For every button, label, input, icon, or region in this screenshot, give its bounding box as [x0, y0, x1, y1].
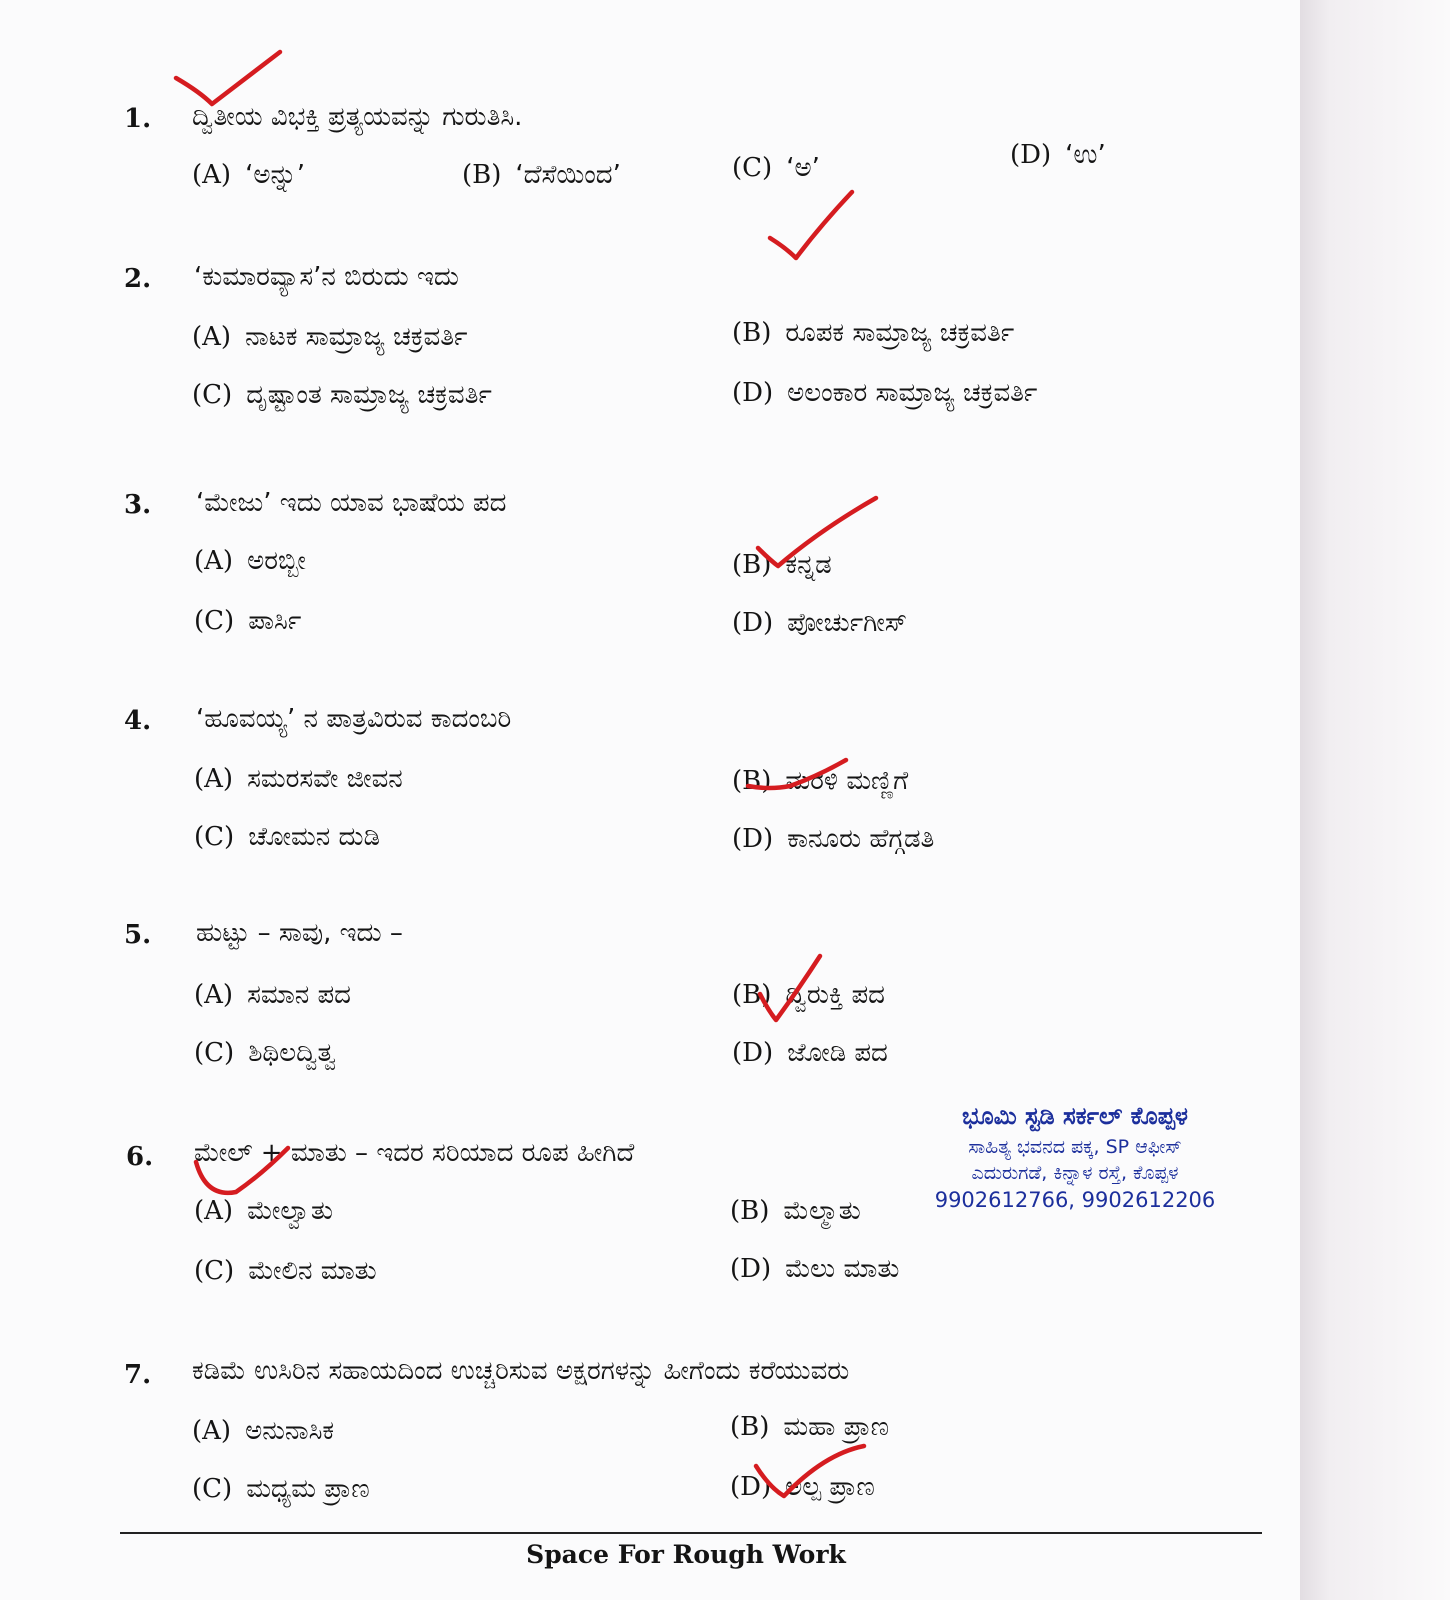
option-text: ದ್ವಿರುಕ್ತಿ ಪದ: [785, 980, 885, 1010]
option-label: (A): [192, 160, 232, 190]
option-text: ಮಹಾ ಪ್ರಾಣ: [783, 1412, 890, 1442]
question-4-option-c[interactable]: [194, 822, 380, 853]
question-3-option-c[interactable]: [194, 606, 301, 637]
question-7-text: ಕಡಿಮೆ ಉಸಿರಿನ ಸಹಾಯದಿಂದ ಉಚ್ಚರಿಸುವ ಅಕ್ಷರಗಳನ್ನು ಹೀಗೆಂದು ಕರೆಯುವರು: [192, 1356, 850, 1386]
option-text: ಮೆಲು ಮಾತು: [785, 1254, 900, 1284]
question-4-number: 4.: [124, 706, 152, 736]
question-5-number: 5.: [124, 920, 152, 950]
question-7-option-d[interactable]: [730, 1472, 875, 1503]
question-4-option-b[interactable]: [732, 766, 908, 797]
question-3-number: 3.: [124, 490, 152, 520]
question-5-option-d[interactable]: [732, 1038, 888, 1069]
option-label: (D): [1010, 140, 1052, 170]
option-label: (C): [194, 1256, 235, 1286]
option-label: (C): [194, 606, 235, 636]
question-2-number: 2.: [124, 264, 152, 294]
option-label: (D): [732, 608, 774, 638]
question-3-option-a[interactable]: [194, 546, 306, 577]
option-text: ಅಲ್ಪ ಪ್ರಾಣ: [785, 1472, 875, 1502]
option-label: (C): [732, 153, 773, 183]
institute-stamp: [905, 1102, 1245, 1212]
option-text: ಮಧ್ಯಮ ಪ್ರಾಣ: [246, 1474, 370, 1504]
stamp-phone-numbers: 9902612766, 9902612206: [934, 1188, 1216, 1212]
question-2-option-c[interactable]: [192, 380, 492, 411]
rough-work-label: Space For Rough Work: [526, 1540, 846, 1569]
option-text: ಅರಬ್ಬೀ: [247, 546, 306, 576]
question-6-option-b[interactable]: [730, 1196, 861, 1227]
question-2-option-b[interactable]: [732, 318, 1014, 349]
option-label: (B): [732, 550, 772, 580]
question-2-text: ‘ಕುಮಾರವ್ಯಾಸ’ನ ಬಿರುದು ಇದು: [194, 262, 459, 292]
stamp-address-line-2: ಎದುರುಗಡೆ, ಕಿನ್ನಾಳ ರಸ್ತೆ, ಕೊಪ್ಪಳ: [971, 1162, 1179, 1184]
question-1-number: 1.: [124, 104, 152, 134]
option-text: ಅಲಂಕಾರ ಸಾಮ್ರಾಜ್ಯ ಚಕ್ರವರ್ತಿ: [787, 378, 1038, 408]
option-text: ಮೇಲಿನ ಮಾತು: [248, 1256, 377, 1286]
option-text: ಪೋರ್ಚುಗೀಸ್: [787, 608, 908, 638]
option-label: (D): [730, 1254, 772, 1284]
option-label: (A): [194, 1196, 234, 1226]
option-label: (A): [192, 322, 232, 352]
option-text: ಜೋಡಿ ಪದ: [787, 1038, 888, 1068]
option-text: ಕಾನೂರು ಹೆಗ್ಗಡತಿ: [787, 824, 935, 854]
question-6-option-a[interactable]: [194, 1196, 333, 1227]
question-5-text: ಹುಟ್ಟು – ಸಾವು, ಇದು –: [196, 918, 403, 948]
option-label: (B): [732, 318, 772, 348]
stamp-address-line-1: ಸಾಹಿತ್ಯ ಭವನದ ಪಕ್ಕ, SP ಆಫೀಸ್: [968, 1136, 1182, 1158]
option-text: ಸಮಾನ ಪದ: [247, 980, 351, 1010]
option-label: (C): [194, 1038, 235, 1068]
option-label: (C): [192, 380, 233, 410]
option-label: (A): [194, 546, 234, 576]
option-text: ನಾಟಕ ಸಾಮ್ರಾಜ್ಯ ಚಕ್ರವರ್ತಿ: [245, 322, 468, 352]
question-5-option-a[interactable]: [194, 980, 351, 1011]
option-text: ಅನುನಾಸಿಕ: [245, 1416, 335, 1446]
question-5-option-c[interactable]: [194, 1038, 336, 1069]
option-text: ಸಮರಸವೇ ಜೀವನ: [247, 764, 403, 794]
question-1-option-d[interactable]: [1010, 140, 1106, 171]
question-4-option-d[interactable]: [732, 824, 934, 855]
option-label: (B): [730, 1196, 770, 1226]
question-1-option-a[interactable]: [192, 160, 305, 191]
option-text: ‘ಅ’: [786, 153, 820, 183]
tick-mark-q1-title: [176, 52, 280, 104]
question-6-option-d[interactable]: [730, 1254, 899, 1285]
option-text: ಕನ್ನಡ: [785, 550, 832, 580]
page-edge-shadow: [1300, 0, 1450, 1600]
question-7-option-a[interactable]: [192, 1416, 334, 1447]
question-6-text: ಮೇಲ್ + ಮಾತು – ಇದರ ಸರಿಯಾದ ರೂಪ ಹೀಗಿದೆ: [194, 1138, 635, 1168]
question-4-option-a[interactable]: [194, 764, 403, 795]
option-text: ‘ದೆಸೆಯಿಂದ’: [515, 160, 621, 190]
question-2-option-a[interactable]: [192, 322, 468, 353]
question-3-option-b[interactable]: [732, 550, 832, 581]
option-text: ದೃಷ್ಟಾಂತ ಸಾಮ್ರಾಜ್ಯ ಚಕ್ರವರ್ತಿ: [246, 380, 492, 410]
tick-mark-q1-c: [770, 192, 852, 258]
question-5-option-b[interactable]: [732, 980, 885, 1011]
question-4-text: ‘ಹೂವಯ್ಯ’ ನ ಪಾತ್ರವಿರುವ ಕಾದಂಬರಿ: [196, 704, 512, 734]
question-6-number: 6.: [126, 1142, 154, 1172]
stamp-title: ಭೂಮಿ ಸ್ಟಡಿ ಸರ್ಕಲ್ ಕೊಪ್ಪಳ: [962, 1102, 1188, 1130]
option-label: (A): [194, 764, 234, 794]
question-7-option-c[interactable]: [192, 1474, 370, 1505]
option-text: ಶಿಥಿಲದ್ವಿತ್ವ: [248, 1038, 336, 1068]
footer-divider: [120, 1532, 1262, 1534]
question-6-option-c[interactable]: [194, 1256, 377, 1287]
option-label: (B): [730, 1412, 770, 1442]
question-7-option-b[interactable]: [730, 1412, 889, 1443]
option-label: (A): [194, 980, 234, 1010]
option-text: ‘ಅನ್ನು’: [245, 160, 305, 190]
option-label: (B): [732, 980, 772, 1010]
option-text: ಮರಳಿ ಮಣ್ಣಿಗೆ: [785, 766, 909, 796]
question-1-option-c[interactable]: [732, 153, 820, 184]
question-7-number: 7.: [124, 1360, 152, 1390]
option-label: (D): [732, 1038, 774, 1068]
option-text: ‘ಉ’: [1065, 140, 1106, 170]
option-label: (D): [730, 1472, 772, 1502]
option-text: ಮೆಲ್ಮಾತು: [783, 1196, 861, 1226]
question-1-text: ದ್ವಿತೀಯ ವಿಭಕ್ತಿ ಪ್ರತ್ಯಯವನ್ನು ಗುರುತಿಸಿ.: [192, 102, 523, 132]
option-label: (A): [192, 1416, 232, 1446]
option-label: (D): [732, 378, 774, 408]
option-text: ಪಾರ್ಸಿ: [248, 606, 302, 636]
question-1-option-b[interactable]: [462, 160, 621, 191]
option-text: ರೂಪಕ ಸಾಮ್ರಾಜ್ಯ ಚಕ್ರವರ್ತಿ: [785, 318, 1015, 348]
question-3-option-d[interactable]: [732, 608, 907, 639]
option-text: ಮೇಲ್ವಾತು: [247, 1196, 334, 1226]
option-label: (C): [194, 822, 235, 852]
option-label: (C): [192, 1474, 233, 1504]
option-label: (B): [462, 160, 502, 190]
question-2-option-d[interactable]: [732, 378, 1037, 409]
option-text: ಚೋಮನ ದುಡಿ: [248, 822, 380, 852]
option-label: (D): [732, 824, 774, 854]
question-3-text: ‘ಮೇಜು’ ಇದು ಯಾವ ಭಾಷೆಯ ಪದ: [196, 488, 507, 518]
option-label: (B): [732, 766, 772, 796]
